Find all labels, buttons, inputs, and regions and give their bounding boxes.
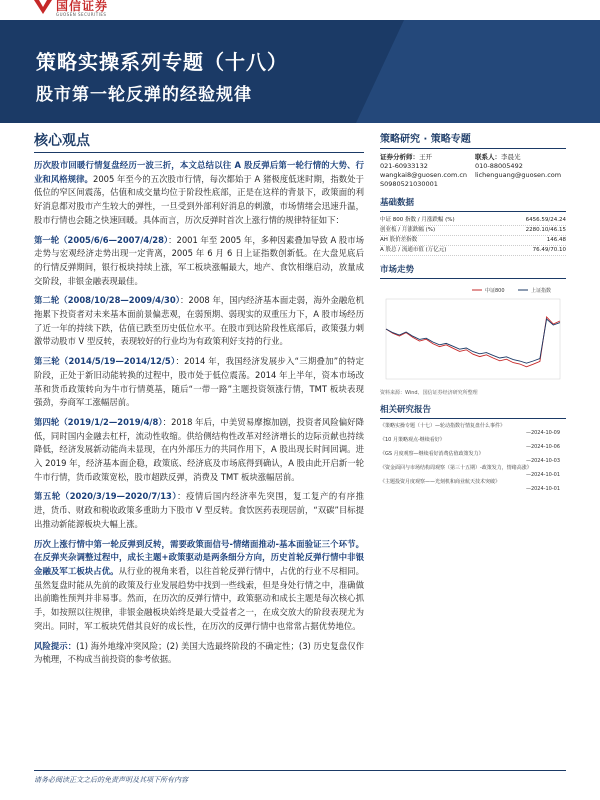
phase-label: 第一轮（2005/6/6—2007/4/28） [34,234,169,245]
contact-email[interactable]: lichenguang@guosen.com [475,171,562,179]
table-row [380,236,566,246]
analyst-phone: 021-60933132 [380,162,428,170]
related-report-link[interactable]: 《10 月策略观点-继续看好》 [380,437,445,443]
analyst-contact [475,153,561,189]
related-reports-title: 相关研究报告 [380,405,432,415]
phase-label: 第五轮（2020/3/19—2020/7/13） [34,491,178,502]
market-trend-title: 市场走势 [380,265,415,275]
related-report-date: —2024-10-01 [525,486,560,492]
analyst-cert: S0980521030001 [380,180,438,188]
chart-source: 资料来源：Wind、国信证券经济研究所整理 [380,390,478,396]
row-label: A 股总 / 流通市值 (万亿元) [380,246,501,256]
market-trend-svg [380,283,566,387]
company-name-en: GUOSEN SECURITIES [56,12,107,17]
summary-text: 从行业的视角来看，以往首轮反弹行情中，占优的行业不尽相同。虽然复盘时能从先前的政策及行业发展趋势中找到一些线索，但是身处行情之中，准确做出前瞻性预判并非易事。然而，在历次的反弹行情中，政策驱动和成长主题是每次核心抓手，如按照以往规律，非银金融板块始终是最大受益者之一，在成交放大的阶段表现尤为突出。同时，军工板块凭借其良好的成长性，在历次的反弹行情中也常常占据优势地位。 [34,565,365,631]
core-views-title: 核心观点 [34,133,90,149]
core-views-section [34,130,364,673]
report-title: 策略实操系列专题（十八） [36,50,288,74]
intro-text: 2005 年至今的五次股市行情，每次都始于 A 猪极度低迷时期，指数处于低位的窄区间震荡，估值和成交量均位于阶段性底部，正是在这样的背景下，政策面的利好消息都对股市产生较大的弹性，一旦受到外部利好消息的刺激，市场情绪会迅速升温，股市行情也会随之快速回暖。具体而言，历次反弹时首次上涨行情的规律特征如下： [34,173,365,225]
related-report-link[interactable]: 《GS 月度观察—继续看好消费估值政策发力》 [380,451,484,457]
report-category: 策略研究 · 策略专题 [380,134,471,145]
row-value: 76.49/70.10 [501,246,566,256]
analyst-label: 证券分析师： [380,153,419,161]
intro-highlight: 历次股市回暖行情复盘经历一波三折，本文总结以往 A 股反弹后第一轮行情的大势、行业和风格规律。 [34,160,364,184]
row-value: 2280.10/46.15 [501,226,566,236]
related-report-date: —2024-10-01 [525,472,560,478]
related-report-link[interactable]: 《主题投资月度观察——光刻机和商业航天技术突破》 [380,479,501,485]
intro-paragraph [34,159,364,228]
sidebar-divider [380,211,566,212]
phase-label: 第二轮（2008/10/28—2009/4/30） [34,295,180,306]
sidebar-divider [380,418,566,419]
related-report-link[interactable]: 《资金面回与市场结构周观察（第三十五期）-政策发力，情绪高涨》 [380,465,532,471]
risk-label: 风险提示： [34,640,77,651]
company-logo-icon [34,0,52,14]
report-subtitle: 股市第一轮反弹的经验规律 [36,85,252,105]
sidebar-divider [380,278,566,279]
related-reports-list [380,423,566,493]
risk-paragraph [34,640,364,667]
company-name-cn: 国信证券 [56,0,109,13]
phase-paragraph [34,294,364,349]
row-label: 创业板 / 月涨跌幅 (%) [380,226,501,236]
table-row [380,216,566,226]
analyst-email[interactable]: wangkai8@guosen.com.cn [380,171,468,179]
row-label: AH 股价差指数 [380,236,501,246]
disclaimer-text: 请务必阅读正文之后的免责声明及其项下所有内容 [34,776,188,784]
phase-text: ：2018 年后，中美贸易摩擦加剧，投资者风险偏好降低，同时国内金融去杠杆，流动性收缩。供给侧结构性改革对经济增长的边际贡献也持续降低，经济发展新动能尚未显现，在内外部压力的共同作用下，A 股出现长时间回调。进入 2019 年，经济基本面企稳，政策底、经济底及市场底得到确认，A 股由此开启新一轮牛市行情，货币政策宽松，股市超跌反弹，消费及 TMT 板块涨幅居前。 [34,416,365,482]
phase-paragraph [34,355,364,410]
series-line-0 [386,317,560,367]
contact-label: 联系人： [475,153,501,161]
analyst-name: 王开 [419,153,432,161]
sidebar-divider [380,148,566,149]
analyst-block [380,153,566,189]
phase-text: ：2008 年，国内经济基本面走弱，海外金融危机拖累下投资者对未来基本面前景偏悲观，在弱预期、弱现实的双重压力下，A 股市场经历了近一年的持续下跌，估值已跌至历史低位水平。在股市到达阶段性底部后，政策强力刺激带动股市 V 型反转，表现较好的行业均为有政策利好支持的行业。 [34,295,365,347]
legend-label: 上证指数 [531,288,552,294]
summary-highlight: 历次上涨行情中第一轮反弹到反转，需要政策面信号-情绪面推动-基本面验证三个环节。在反弹夹杂调整过程中，成长主题+政策驱动是两条细分方向，历史首轮反弹行情中非银金融及军工板块占优。 [34,538,364,576]
legend-label: 中证800 [485,288,505,294]
risk-text: (1) 海外地缘冲突风险；(2) 美国大选最终阶段的不确定性；(3) 历史复盘仅作为梳理，不构成当前投资的参考依据。 [34,640,364,665]
basic-data-title: 基础数据 [380,198,415,208]
related-report-date: —2024-10-03 [525,458,560,464]
sidebar [380,130,566,493]
related-report-date: —2024-10-09 [525,430,560,436]
contact-phone: 010-88005492 [475,162,523,170]
row-label: 中证 800 指数 / 月涨跌幅 (%) [380,216,501,226]
title-banner [0,20,600,123]
table-row [380,226,566,236]
contact-name: 李晨光 [501,153,521,161]
phase-text: ：2001 年至 2005 年，多种因素叠加导致 A 股市场走势与宏观经济走势出现一定背离，2005 年 6 月 6 日上证指数创新低。在大盘见底后的行情反弹期间，银行板块持续上涨，军工板块涨幅最大，地产、食饮相继启动，放量成交阶段，非银金融表现最佳。 [34,234,365,286]
phase-paragraph [34,234,364,289]
phase-text: ：2014 年，我国经济发展步入“三期叠加”的特定阶段，正处于新旧动能转换的过程中，股市处于低位震荡。2014 年上半年，资本市场改革和货币政策转向为牛市行情奠基，随后“一带一路”主题投资领涨行情，TMT 板块表现强劲，券商军工涨幅居前。 [34,356,365,408]
basic-data-table [380,216,566,256]
chart-frame [386,299,560,379]
phase-text: ：疫情后国内经济率先突围，复工复产的有序推进，货币、财政和税收政策多重助力下股市 V 型反转。食饮医药表现居前，“双碳”目标提出推动新能源板块大幅上涨。 [34,491,365,529]
series-line-1 [386,319,560,363]
related-report-date: —2024-10-06 [525,444,560,450]
phase-paragraph [34,490,364,531]
row-value: 6456.59/24.24 [501,216,566,226]
analyst-primary [380,153,475,189]
related-report-link[interactable]: 《策略实操专题（十七）—轮动指数行情复盘什么事件》 [380,423,506,429]
market-trend-chart [380,283,566,387]
banner-decoration [356,20,600,123]
summary-paragraph [34,538,364,634]
section-divider [34,152,364,153]
phase-paragraph [34,416,364,485]
phase-label: 第三轮（2014/5/19—2014/12/5） [34,356,176,367]
table-row [380,246,566,256]
phase-label: 第四轮（2019/1/2—2019/4/8） [34,416,163,427]
company-logo [34,0,164,16]
row-value: 146.48 [501,236,566,246]
page-footer [34,770,566,785]
